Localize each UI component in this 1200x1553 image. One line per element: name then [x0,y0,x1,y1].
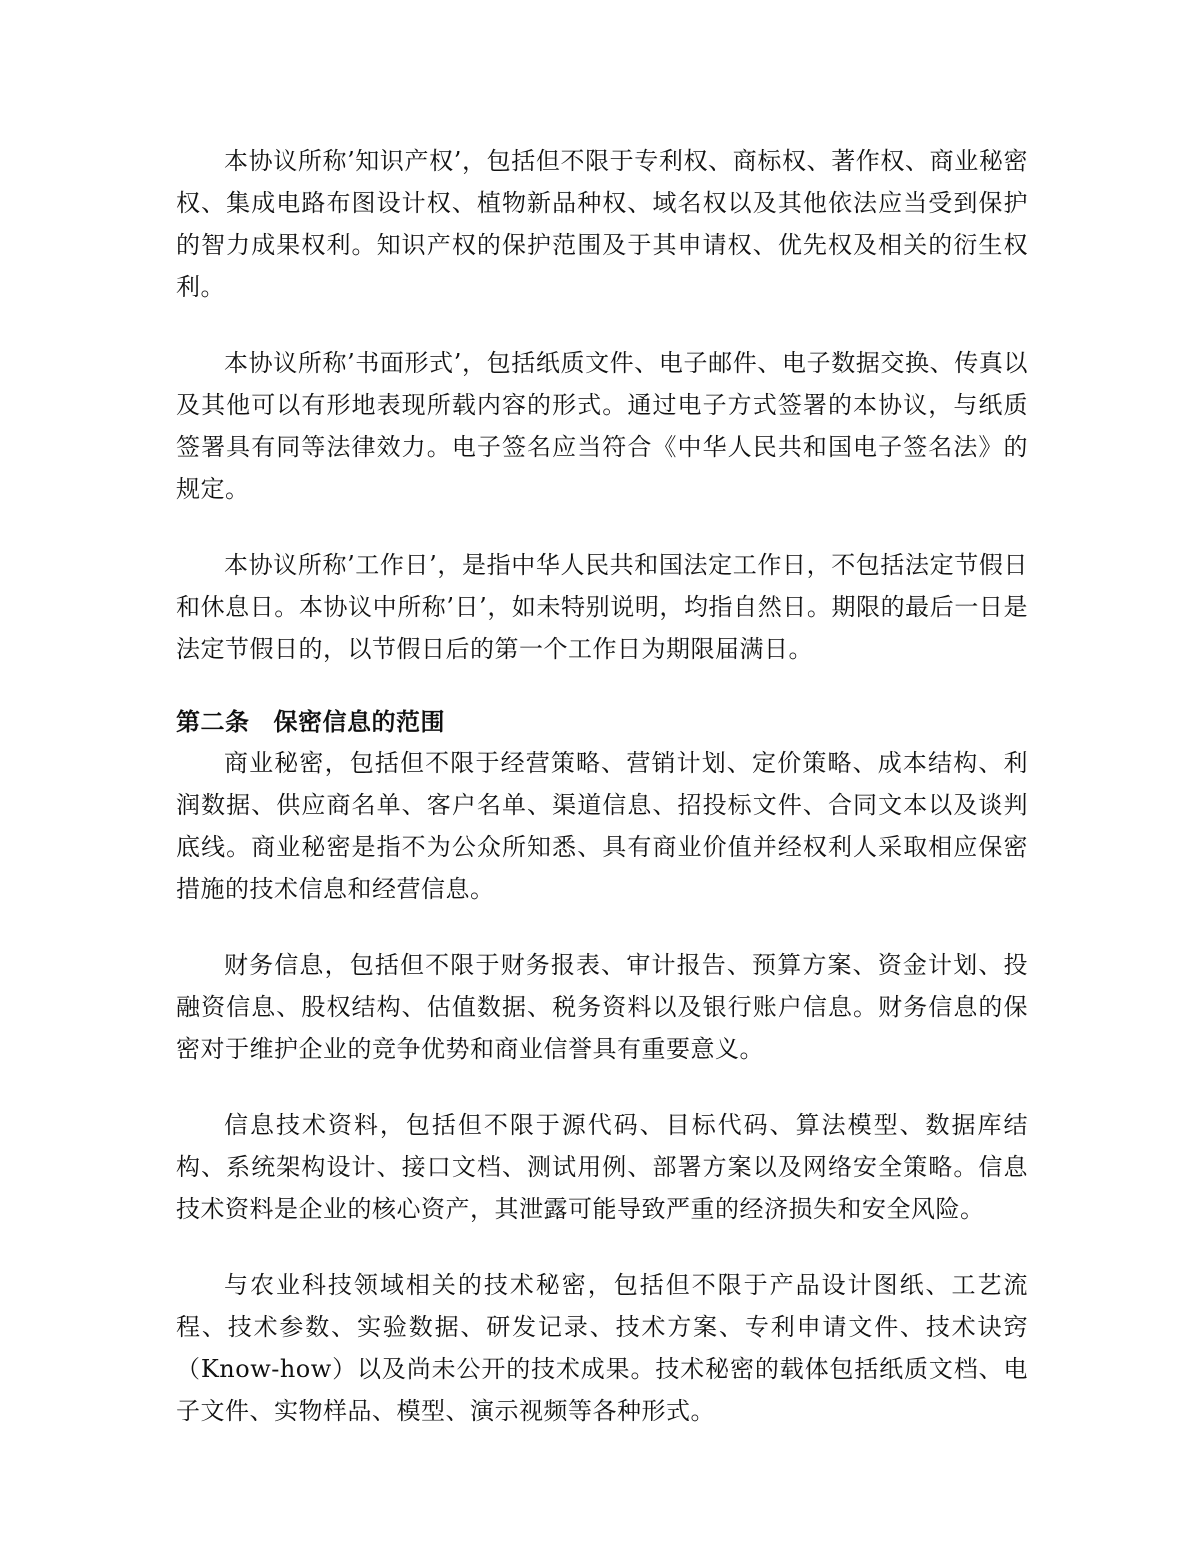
section-title: 保密信息的范围 [273,708,445,736]
paragraph-written-form-definition: 本协议所称’书面形式’，包括纸质文件、电子邮件、电子数据交换、传真以及其他可以有形地表现所载内容的形式。通过电子方式签署的本协议，与纸质签署具有同等法律效力。电子签名应当符合《中华人民共和国电子签名法》的规定。 [176,349,1028,503]
paragraph-ip-definition: 本协议所称’知识产权’，包括但不限于专利权、商标权、著作权、商业秘密权、集成电路布图设计权、植物新品种权、域名权以及其他依法应当受到保护的智力成果权利。知识产权的保护范围及于其申请权、优先权及相关的衍生权利。 [176,147,1028,301]
paragraph-financial-info: 财务信息，包括但不限于财务报表、审计报告、预算方案、资金计划、投融资信息、股权结构、估值数据、税务资料以及银行账户信息。财务信息的保密对于维护企业的竞争优势和商业信誉具有重要意义。 [176,951,1028,1063]
paragraph-trade-secrets: 商业秘密，包括但不限于经营策略、营销计划、定价策略、成本结构、利润数据、供应商名单、客户名单、渠道信息、招投标文件、合同文本以及谈判底线。商业秘密是指不为公众所知悉、具有商业价值并经权利人采取相应保密措施的技术信息和经营信息。 [176,749,1028,903]
paragraph-agri-tech-secrets: 与农业科技领域相关的技术秘密，包括但不限于产品设计图纸、工艺流程、技术参数、实验数据、研发记录、技术方案、专利申请文件、技术诀窍（Know-how）以及尚未公开的技术成果。技术秘密的载体包括纸质文档、电子文件、实物样品、模型、演示视频等各种形式。 [176,1271,1028,1425]
section-2 [176,704,1028,1432]
section-heading [176,704,1028,740]
paragraph-it-materials: 信息技术资料，包括但不限于源代码、目标代码、算法模型、数据库结构、系统架构设计、接口文档、测试用例、部署方案以及网络安全策略。信息技术资料是企业的核心资产，其泄露可能导致严重的经济损失和安全风险。 [176,1111,1028,1223]
document-body [176,140,1028,1466]
section-number: 第二条 [176,708,250,736]
paragraph-workday-definition: 本协议所称’工作日’，是指中华人民共和国法定工作日，不包括法定节假日和休息日。本协议中所称’日’，如未特别说明，均指自然日。期限的最后一日是法定节假日的，以节假日后的第一个工作日为期限届满日。 [176,551,1028,663]
